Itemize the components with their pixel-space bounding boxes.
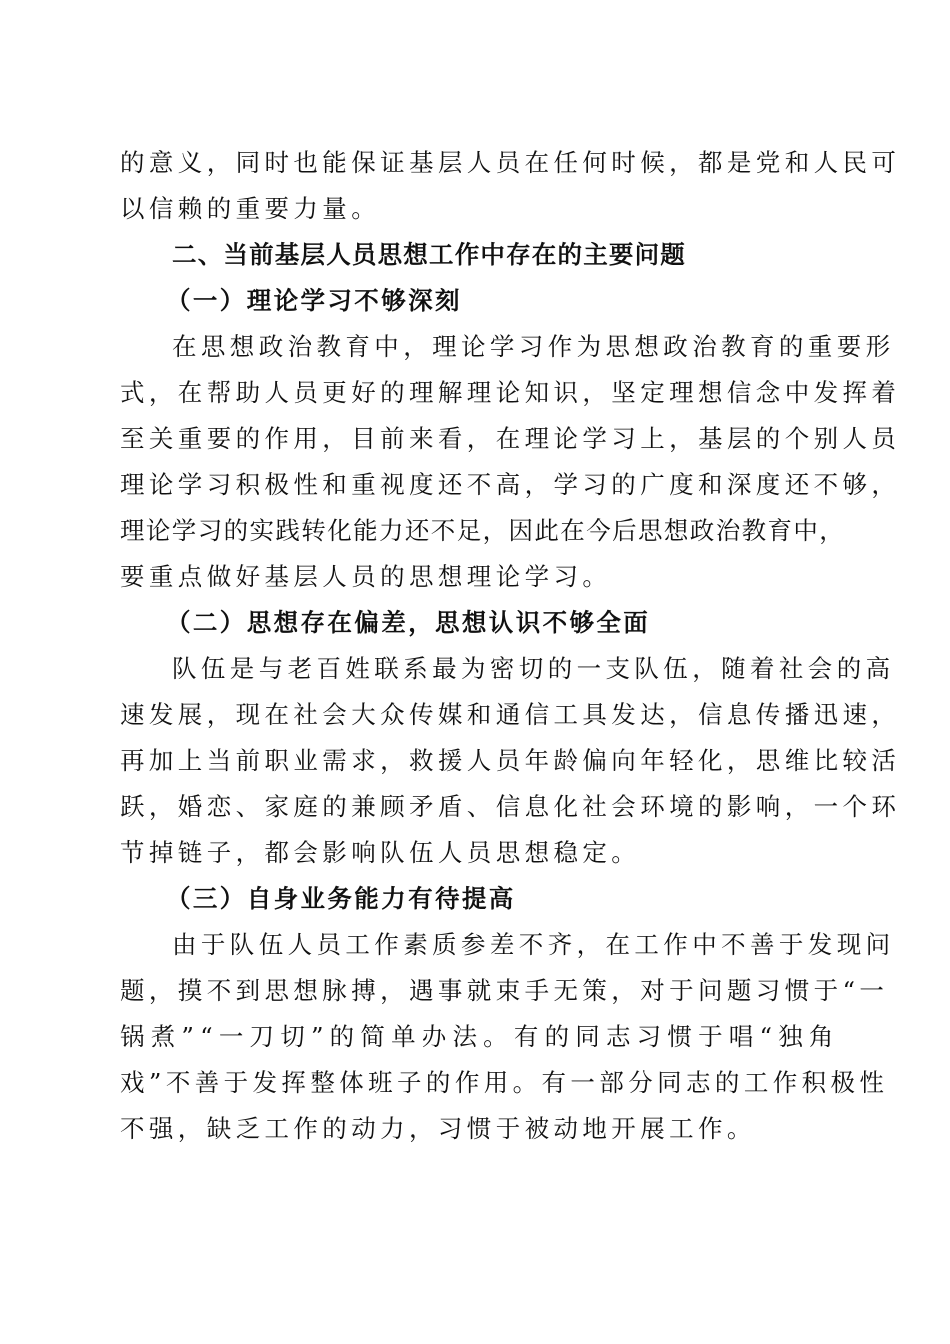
paragraph-line: 队伍是与老百姓联系最为密切的一支队伍，随着社会的高 (172, 654, 895, 683)
paragraph-line: 理论学习的实践转化能力还不足，因此在今后思想政治教育中， (120, 516, 846, 545)
document-body (120, 140, 901, 1152)
paragraph-line: 式，在帮助人员更好的理解理论知识，坚定理想信念中发挥着 (120, 378, 901, 407)
paragraph-line: 在思想政治教育中，理论学习作为思想政治教育的重要形 (172, 332, 895, 361)
paragraph-line: 锅煮”“一刀切”的简单办法。有的同志习惯于唱“独角 (120, 1022, 840, 1051)
paragraph-line: 要重点做好基层人员的思想理论学习。 (120, 562, 612, 591)
subsection-heading-3: （三）自身业务能力有待提高 (166, 884, 516, 913)
paragraph-line: 再加上当前职业需求，救援人员年龄偏向年轻化，思维比较活 (120, 746, 901, 775)
paragraph-line: 速发展，现在社会大众传媒和通信工具发达，信息传播迅速， (120, 700, 901, 729)
paragraph-line: 节掉链子，都会影响队伍人员思想稳定。 (120, 838, 641, 867)
paragraph-line: 由于队伍人员工作素质参差不齐，在工作中不善于发现问 (172, 930, 895, 959)
section-heading: 二、当前基层人员思想工作中存在的主要问题 (172, 240, 686, 269)
intro-line: 以信赖的重要力量。 (120, 194, 381, 223)
paragraph-line: 不强，缺乏工作的动力，习惯于被动地开展工作。 (120, 1114, 756, 1143)
paragraph-line: 戏”不善于发挥整体班子的作用。有一部分同志的工作积极性 (120, 1068, 889, 1097)
intro-line: 的意义，同时也能保证基层人员在任何时候，都是党和人民可 (120, 148, 901, 177)
paragraph-line: 理论学习积极性和重视度还不高，学习的广度和深度还不够， (120, 470, 901, 499)
paragraph-line: 至关重要的作用，目前来看，在理论学习上，基层的个别人员 (120, 424, 901, 453)
paragraph-line: 题，摸不到思想脉搏，遇事就束手无策，对于问题习惯于“一 (120, 976, 889, 1005)
subsection-heading-1: （一）理论学习不够深刻 (166, 286, 462, 315)
subsection-heading-2: （二）思想存在偏差，思想认识不够全面 (166, 608, 651, 637)
paragraph-line: 跃，婚恋、家庭的兼顾矛盾、信息化社会环境的影响，一个环 (120, 792, 901, 821)
